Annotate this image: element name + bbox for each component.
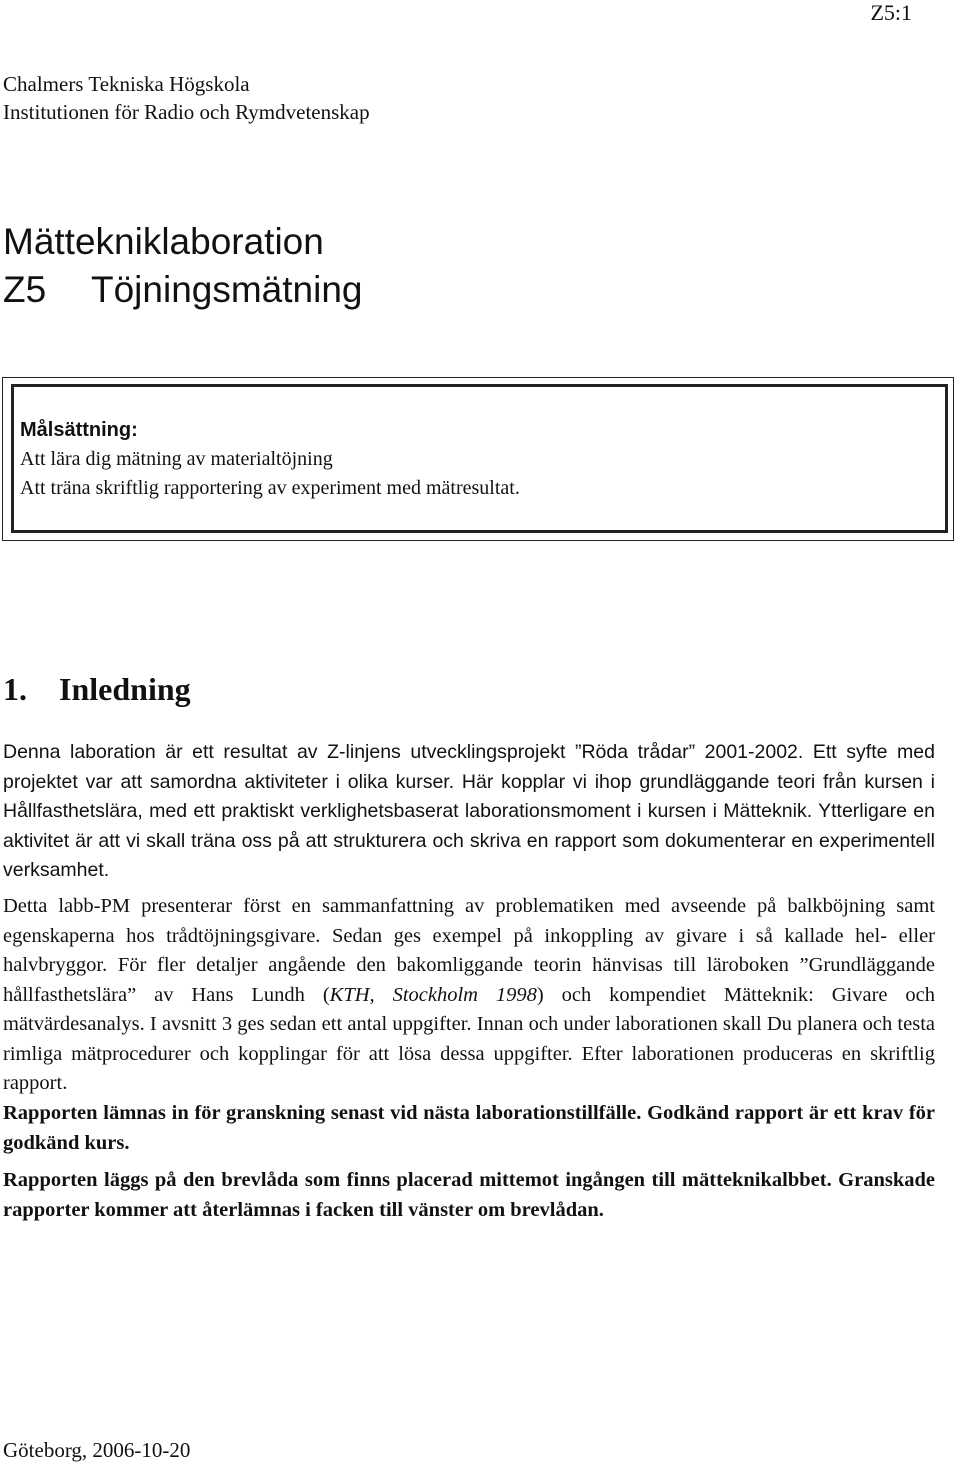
institution-line-2: Institutionen för Radio och Rymdvetenskap bbox=[3, 100, 370, 124]
paragraph-report-submission: Rapporten läggs på den brevlåda som finns placerad mittemot ingången till mätteknikalbbet. Granskade rapporter kommer att återlämnas i facken till vänster om brevlådan. bbox=[3, 1169, 935, 1221]
section-number: 1. bbox=[3, 671, 27, 707]
section-heading bbox=[3, 669, 191, 709]
page-number: Z5:1 bbox=[870, 0, 912, 25]
section-title: Inledning bbox=[59, 671, 191, 707]
goal-item: Att lära dig mätning av materialtöjning bbox=[20, 448, 333, 470]
reference-publisher: KTH, Stockholm 1998 bbox=[329, 983, 537, 1006]
title-line-2 bbox=[3, 266, 362, 314]
lab-code: Z5 bbox=[3, 269, 47, 310]
paragraph-description bbox=[3, 892, 935, 1099]
title-line-1: Mättekniklaboration bbox=[3, 221, 324, 262]
document-title bbox=[3, 218, 362, 314]
paragraph-description-part-1: Detta labb-PM presenterar först en sammanfattning av problematiken med avseende på balkböjning samt egenskaperna hos trådtöjningsgivare. Sedan ges exempel på inkoppling av givare i så kallade hel- eller halvbryggor. För fler detaljer angående den bakomliggande teorin hänvisas till läroboken ”Grundläggande hållfasthetslära” av Hans Lundh ( bbox=[3, 895, 935, 1006]
goals-content bbox=[20, 416, 520, 503]
goals-label: Målsättning: bbox=[20, 419, 138, 441]
goals-box bbox=[2, 377, 954, 541]
paragraph-report-deadline: Rapporten lämnas in för granskning senast vid nästa laborationstillfälle. Godkänd rapport är ett krav för godkänd kurs. bbox=[3, 1102, 935, 1154]
institution-line-1: Chalmers Tekniska Högskola bbox=[3, 72, 250, 96]
footer-place-date: Göteborg, 2006-10-20 bbox=[3, 1438, 191, 1462]
goal-item: Att träna skriftlig rapportering av experiment med mätresultat. bbox=[20, 477, 520, 499]
paragraph-description-part-2: ) och kompendiet Mätteknik: Givare och mätvärdesanalys. I avsnitt 3 ges sedan ett antal uppgifter. Innan och under laborationen skall Du planera och testa rimliga mätprocedurer och kopplingar för att lösa dessa uppgifter. Efter laborationen produceras en skriftlig rapport. bbox=[3, 983, 936, 1094]
institution-header bbox=[3, 70, 370, 126]
paragraph-intro: Denna laboration är ett resultat av Z-linjens utvecklingsprojekt ”Röda trådar” 2001-2002. Ett syfte med projektet var att samordna aktiviteter i olika kurser. Här kopplar vi ihop grundläggande teori från kursen i Hållfasthetslära, med ett praktiskt verklighetsbaserat laborationsmoment i kursen i Mätteknik. Ytterligare en aktivitet är att vi skall träna oss på att strukturera och skriva en rapport som dokumenterar en experimentell verksamhet. bbox=[3, 741, 935, 881]
lab-name: Töjningsmätning bbox=[91, 269, 363, 310]
